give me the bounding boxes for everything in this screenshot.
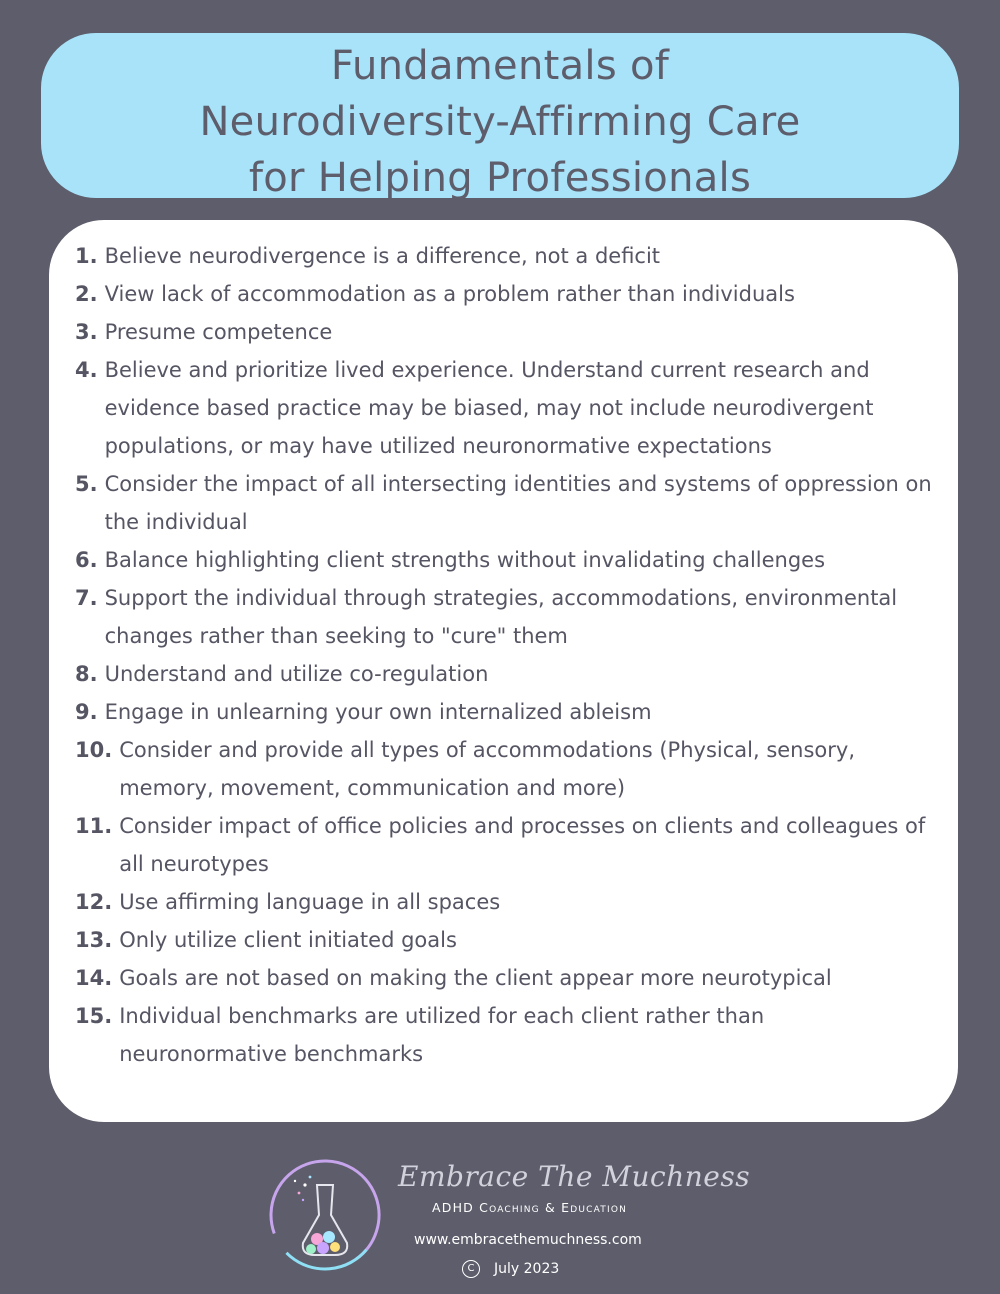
list-item <box>75 997 938 1073</box>
item-number: 7. <box>75 586 98 610</box>
list-item <box>75 465 938 541</box>
item-text: View lack of accommodation as a problem rather than individuals <box>104 282 795 306</box>
principles-list <box>49 220 958 1122</box>
item-text: Consider impact of office policies and processes on clients and colleagues of all neurotypes <box>119 814 926 876</box>
item-number: 9. <box>75 700 98 724</box>
item-text: Believe and prioritize lived experience. Understand current research and evidence based practice may be biased, may not include neurodivergent populations, or may have utilized neuronormative expectations <box>104 358 874 458</box>
list-item <box>75 541 938 579</box>
item-number: 2. <box>75 282 98 306</box>
item-number: 11. <box>75 814 113 838</box>
list-item <box>75 921 938 959</box>
title-line-1: Fundamentals of <box>330 43 670 89</box>
muchness-logo-icon <box>265 1155 385 1275</box>
item-text: Consider the impact of all intersecting identities and systems of oppression on the individual <box>104 472 932 534</box>
item-text: Presume competence <box>104 320 333 344</box>
title-line-3: for Helping Professionals <box>248 155 752 201</box>
list-item <box>75 237 938 275</box>
list-item <box>75 693 938 731</box>
item-number: 15. <box>75 1004 113 1028</box>
item-number: 12. <box>75 890 113 914</box>
item-number: 3. <box>75 320 98 344</box>
item-number: 5. <box>75 472 98 496</box>
item-text: Use affirming language in all spaces <box>119 890 501 914</box>
item-number: 6. <box>75 548 98 572</box>
item-number: 4. <box>75 358 98 382</box>
item-number: 8. <box>75 662 98 686</box>
brand-tagline: ADHD Coaching & Education <box>432 1200 628 1215</box>
brand-name: Embrace The Muchness <box>398 1160 751 1193</box>
title-line-2: Neurodiversity-Affirming Care <box>199 99 801 145</box>
item-text: Balance highlighting client strengths without invalidating challenges <box>104 548 826 572</box>
item-text: Consider and provide all types of accommodations (Physical, sensory, memory, movement, communication and more) <box>119 738 856 800</box>
item-number: 14. <box>75 966 113 990</box>
title-card <box>41 33 959 201</box>
item-text: Only utilize client initiated goals <box>119 928 457 952</box>
item-text: Engage in unlearning your own internalized ableism <box>104 700 652 724</box>
footer <box>0 1150 1000 1294</box>
date-text: July 2023 <box>494 1261 560 1277</box>
list-item <box>75 883 938 921</box>
item-text: Understand and utilize co-regulation <box>104 662 489 686</box>
item-number: 1. <box>75 244 98 268</box>
list-item <box>75 351 938 465</box>
item-number: 13. <box>75 928 113 952</box>
item-text: Individual benchmarks are utilized for each client rather than neuronormative benchmarks <box>119 1004 765 1066</box>
list-item <box>75 959 938 997</box>
item-text: Support the individual through strategies, accommodations, environmental changes rather than seeking to "cure" them <box>104 586 898 648</box>
item-text: Believe neurodivergence is a difference, not a deficit <box>104 244 661 268</box>
list-item <box>75 807 938 883</box>
list-item <box>75 275 938 313</box>
item-number: 10. <box>75 738 113 762</box>
copyright-line <box>462 1260 559 1278</box>
list-item <box>75 655 938 693</box>
list-item <box>75 731 938 807</box>
list-item <box>75 579 938 655</box>
item-text: Goals are not based on making the client appear more neurotypical <box>119 966 832 990</box>
copyright-icon: C <box>462 1260 480 1278</box>
website-link[interactable]: www.embracethemuchness.com <box>414 1232 642 1248</box>
list-item <box>75 313 938 351</box>
